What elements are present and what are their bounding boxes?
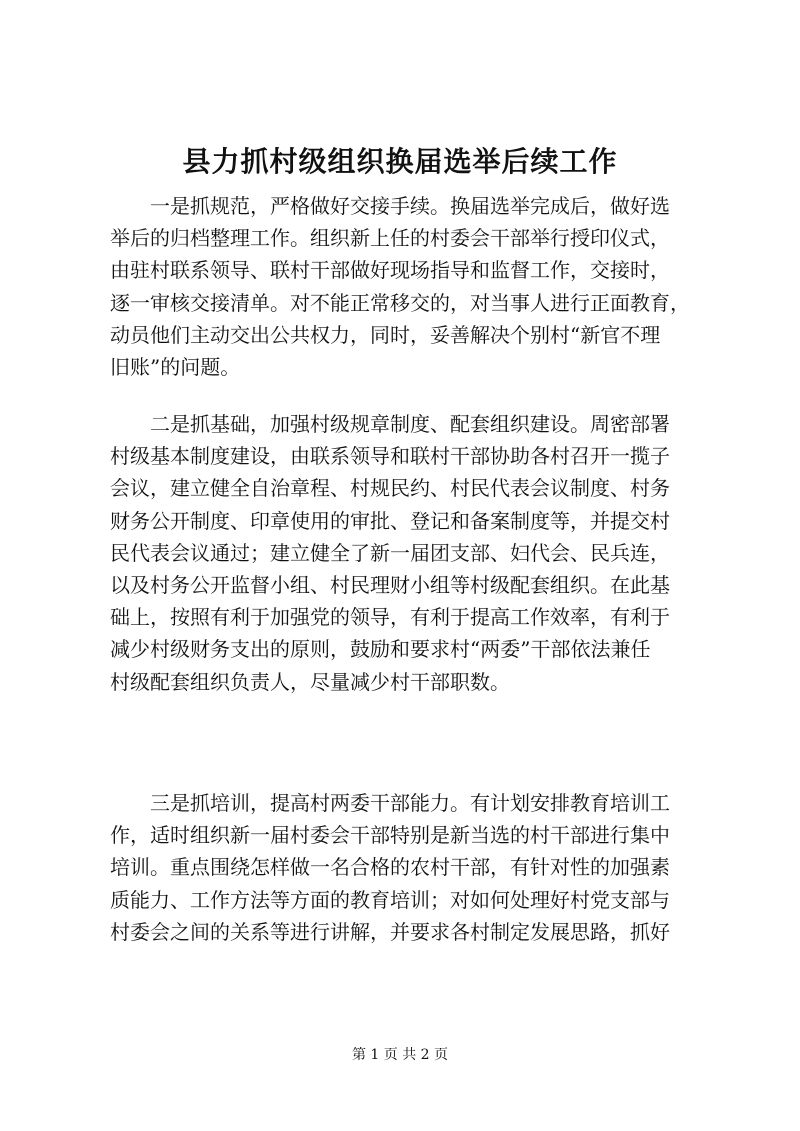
paragraph-line: 质能力、工作方法等方面的教育培训；对如何处理好村党支部与 bbox=[110, 887, 670, 912]
paragraph-line: 会议，建立健全自治章程、村规民约、村民代表会议制度、村务 bbox=[110, 476, 670, 501]
document-title: 县力抓村级组织换届选举后续工作 bbox=[182, 145, 618, 178]
paragraph-line: 一是抓规范，严格做好交接手续。换届选举完成后，做好选 bbox=[110, 194, 670, 218]
paragraph-line: 村级配套组织负责人，尽量减少村干部职数。 bbox=[110, 669, 510, 694]
paragraph-1 bbox=[110, 190, 710, 383]
paragraph-line: 三是抓培训，提高村两委干部能力。有计划安排教育培训工 bbox=[110, 791, 670, 815]
paragraph-line: 举后的归档整理工作。组织新上任的村委会干部举行授印仪式， bbox=[110, 226, 670, 251]
paragraph-line: 二是抓基础，加强村级规章制度、配套组织建设。周密部署 bbox=[110, 412, 670, 436]
paragraph-line: 民代表会议通过；建立健全了新一届团支部、妇代会、民兵连， bbox=[110, 540, 670, 565]
paragraph-3 bbox=[110, 787, 710, 948]
page-footer: 第 1 页 共 2 页 bbox=[351, 1047, 449, 1063]
paragraph-line: 动员他们主动交出公共权力，同时，妥善解决个别村“新官不理 bbox=[110, 322, 661, 347]
paragraph-line: 以及村务公开监督小组、村民理财小组等村级配套组织。在此基 bbox=[110, 572, 670, 597]
paragraph-line: 培训。重点围绕怎样做一名合格的农村干部，有针对性的加强素 bbox=[110, 855, 670, 880]
paragraph-line: 由驻村联系领导、联村干部做好现场指导和监督工作，交接时， bbox=[110, 258, 670, 283]
paragraph-2 bbox=[110, 408, 710, 698]
paragraph-line: 逐一审核交接清单。对不能正常移交的，对当事人进行正面教育， bbox=[110, 290, 690, 315]
paragraph-line: 减少村级财务支出的原则，鼓励和要求村“两委”干部依法兼任 bbox=[110, 637, 651, 662]
paragraph-line: 作，适时组织新一届村委会干部特别是新当选的村干部进行集中 bbox=[110, 823, 670, 848]
paragraph-line: 旧账”的问题。 bbox=[110, 354, 241, 379]
paragraph-line: 础上，按照有利于加强党的领导，有利于提高工作效率，有利于 bbox=[110, 605, 670, 630]
paragraph-line: 村委会之间的关系等进行讲解，并要求各村制定发展思路，抓好 bbox=[110, 919, 670, 944]
paragraph-line: 村级基本制度建设，由联系领导和联村干部协助各村召开一揽子 bbox=[110, 444, 670, 469]
paragraph-line: 财务公开制度、印章使用的审批、登记和备案制度等，并提交村 bbox=[110, 508, 670, 533]
